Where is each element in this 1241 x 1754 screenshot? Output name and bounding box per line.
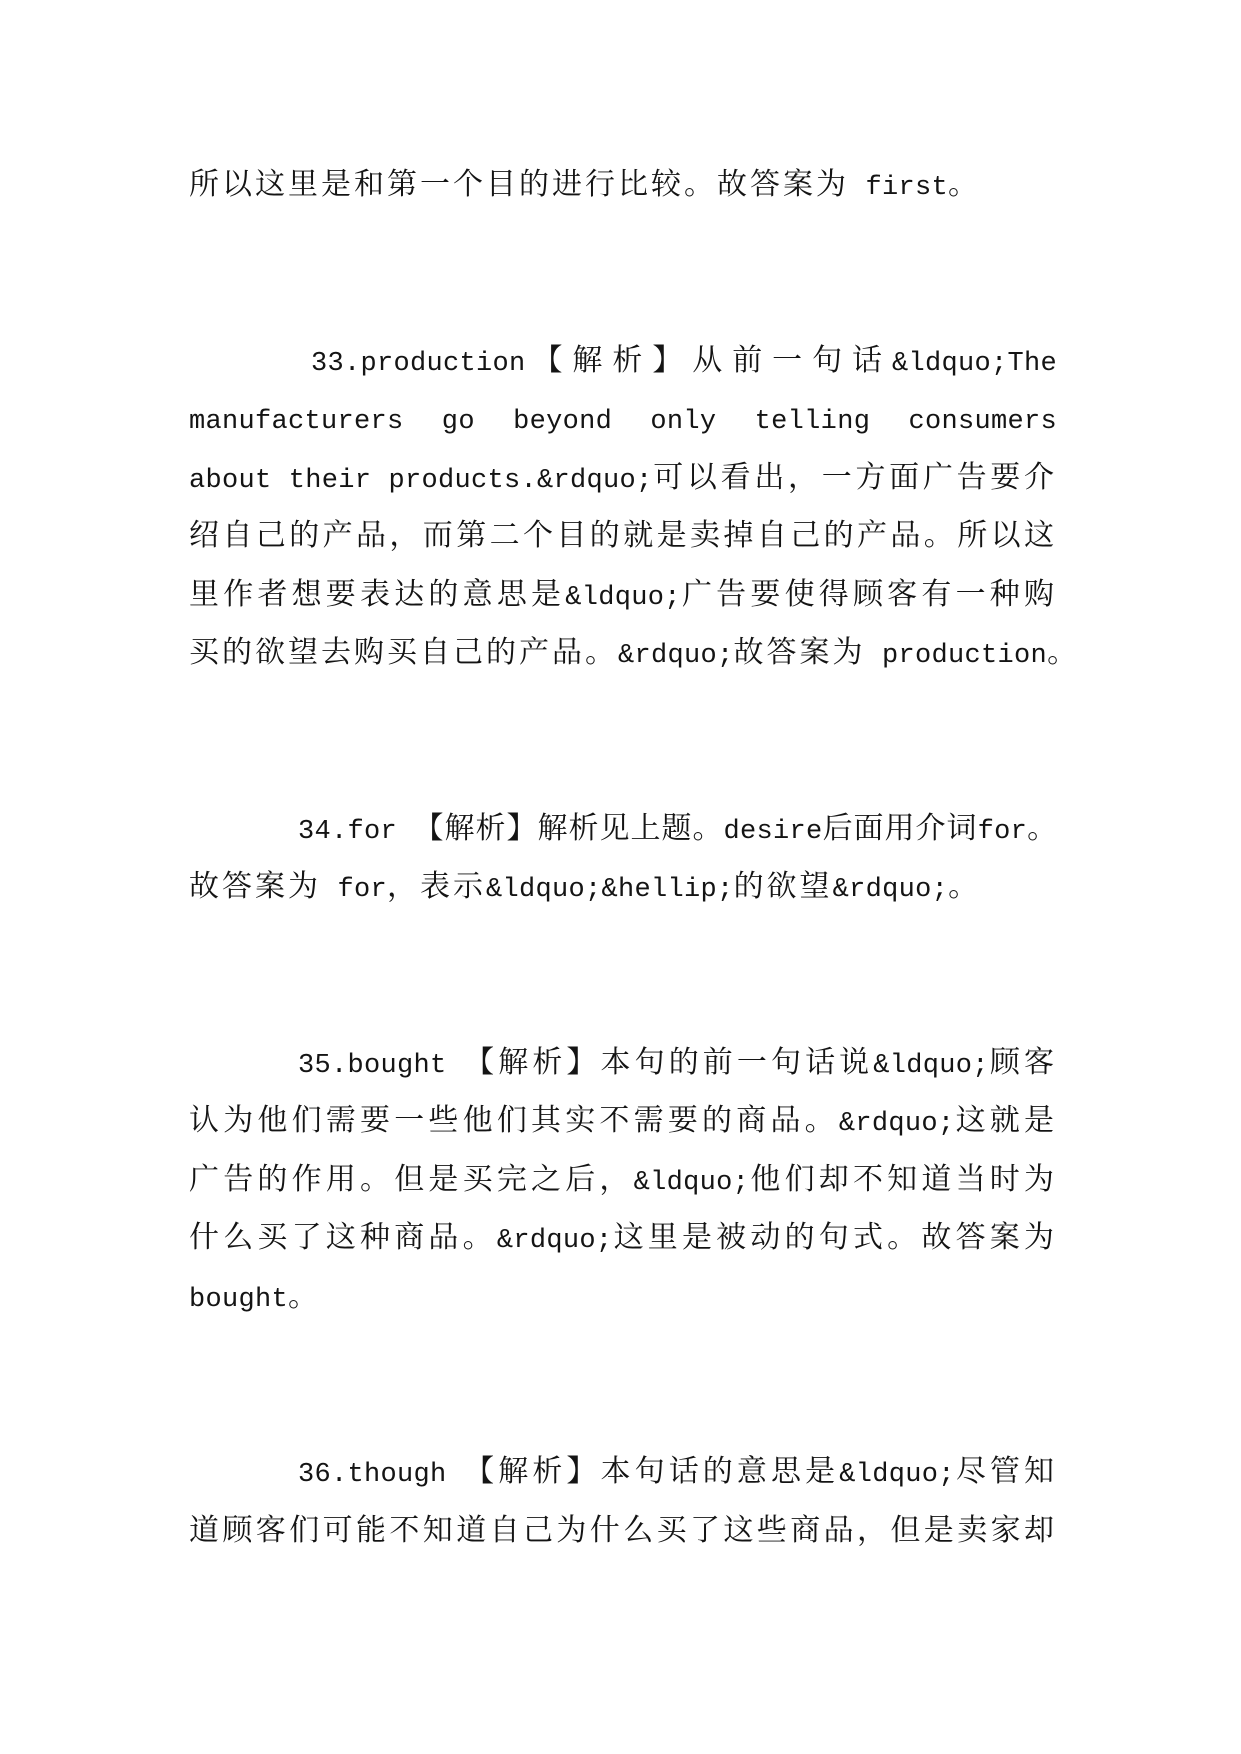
latin-run: manufacturers go beyond only telling consumers <box>189 407 1057 437</box>
text-line: 道顾客们可能不知道自己为什么买了这些商品，但是卖家却 <box>189 1515 1057 1550</box>
latin-run: &rdquo; <box>832 875 949 905</box>
answer-heading-line: 34.for 【解析】解析见上题。desire后面用介词for。 <box>298 813 1059 848</box>
text-line: 故答案为 for，表示&ldquo;&hellip;的欲望&rdquo;。 <box>189 872 982 906</box>
latin-run: &ldquo; <box>565 582 681 613</box>
latin-run: &ldquo; <box>839 1460 955 1490</box>
answer-34-explanation <box>189 802 1057 919</box>
text-line: bought。 <box>189 1281 322 1316</box>
answer-heading-line: 33.production【解析】从前一句话&ldquo;The <box>311 345 1057 380</box>
text-line: 广告的作用。但是买完之后，&ldquo;他们却不知道当时为 <box>189 1164 1057 1199</box>
text-line: 里作者想要表达的意思是&ldquo;广告要使得顾客有一种购 <box>189 579 1057 614</box>
latin-run: 33.production <box>311 348 526 379</box>
latin-run: 36.though <box>298 1460 465 1490</box>
latin-run: &ldquo; <box>873 1050 989 1081</box>
text-line: 绍自己的产品，而第二个目的就是卖掉自己的产品。所以这 <box>189 521 1057 555</box>
text-line <box>189 392 1057 451</box>
latin-run: &rdquo; <box>618 641 734 671</box>
text-line: 所以这里是和第一个目的进行比较。故答案为 first。 <box>189 170 982 204</box>
latin-run: about their products.&rdquo; <box>189 465 653 496</box>
latin-run: &ldquo; <box>633 1167 750 1198</box>
answer-heading-line: 36.though 【解析】本句话的意思是&ldquo;尽管知 <box>298 1457 1058 1491</box>
answer-35-explanation <box>189 1036 1057 1329</box>
answer-33-explanation <box>189 334 1081 685</box>
answer-heading-line: 35.bought 【解析】本句的前一句话说&ldquo;顾客 <box>298 1047 1058 1082</box>
latin-run: for <box>321 875 388 905</box>
text-line: 什么买了这种商品。&rdquo;这里是被动的句式。故答案为 <box>189 1223 1057 1257</box>
text-line: 买的欲望去购买自己的产品。&rdquo;故答案为 production。 <box>189 638 1081 672</box>
text-line: about their products.&rdquo;可以看出，一方面广告要介 <box>189 462 1058 497</box>
latin-run: for <box>977 816 1028 847</box>
latin-run: &rdquo; <box>496 1226 613 1256</box>
answer-36-explanation <box>189 1445 1057 1562</box>
latin-run: bought <box>189 1284 289 1315</box>
latin-run: &rdquo; <box>838 1109 955 1139</box>
latin-run: production <box>865 641 1048 671</box>
latin-run: &ldquo;&hellip; <box>486 875 734 905</box>
text-line: 认为他们需要一些他们其实不需要的商品。&rdquo;这就是 <box>189 1106 1057 1140</box>
latin-run: 34.for <box>298 816 414 847</box>
latin-run: first <box>849 173 949 203</box>
latin-run: 35.bought <box>298 1050 465 1081</box>
explanation-continuation <box>189 158 1057 217</box>
latin-run: desire <box>723 816 823 847</box>
document-body <box>189 158 1081 1679</box>
latin-run: &ldquo;The <box>891 348 1057 379</box>
